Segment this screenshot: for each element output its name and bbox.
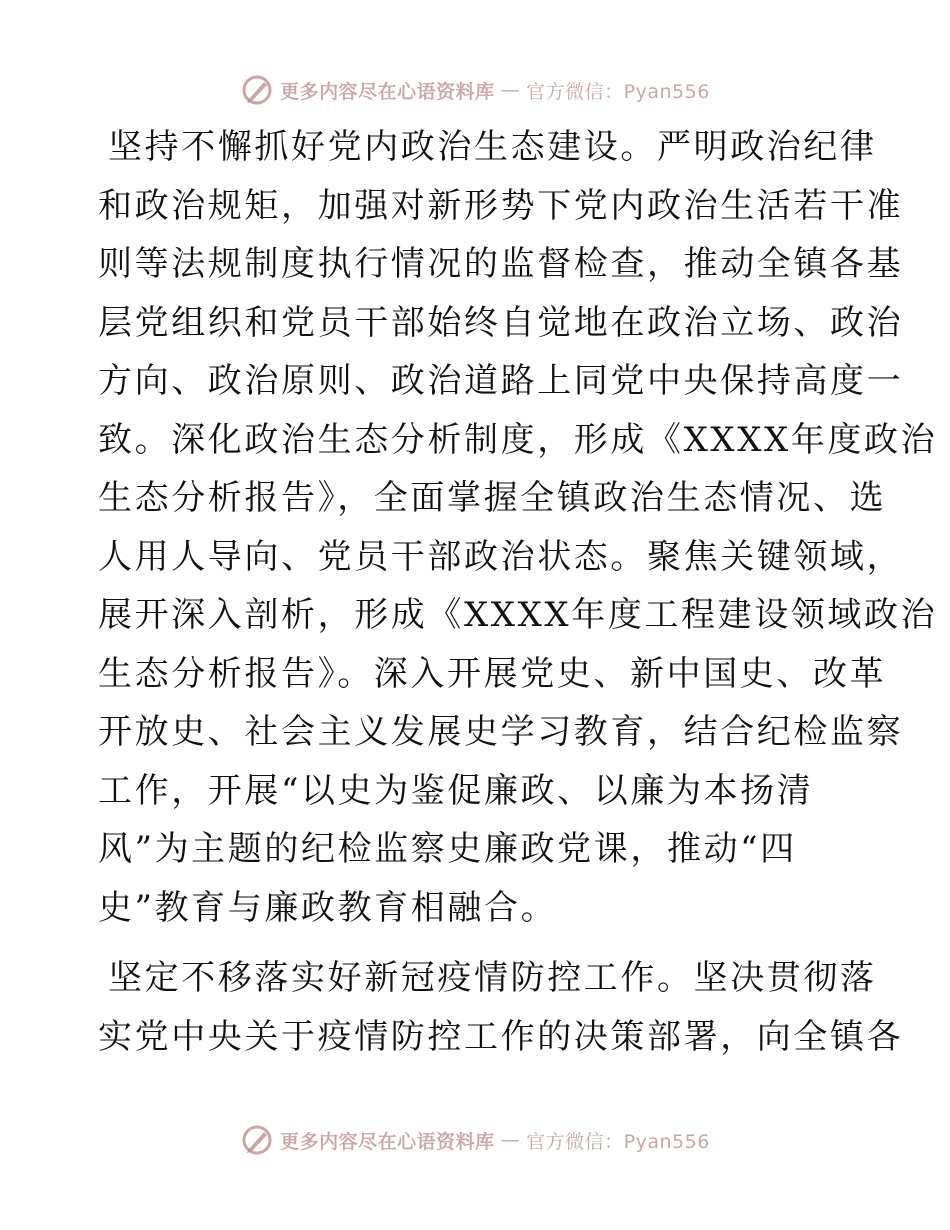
text-line: 则等法规制度执行情况的监督检查，推动全镇各基: [98, 244, 904, 284]
document-body: [98, 118, 938, 1066]
banner-contact-text: 官方微信：Pyan556: [526, 80, 710, 103]
paragraph-epidemic-control: [98, 949, 904, 1066]
text-line: 和政治规矩，加强对新形势下党内政治生活若干准: [98, 185, 904, 226]
text-line: 致。深化政治生态分析制度，形成《XXXX年度政治: [98, 419, 938, 460]
footer-watermark-banner: [0, 1120, 950, 1160]
text-line: 坚持不懈抓好党内政治生态建设。严明政治纪律: [108, 127, 877, 167]
text-line: 开放史、社会主义发展史学习教育，结合纪检监察: [98, 712, 904, 752]
pen-circle-icon: [240, 1123, 274, 1157]
paragraph-political-ecology: [98, 118, 938, 937]
banner-separator: —: [500, 79, 521, 101]
text-line: 层党组织和党员干部始终自觉地在政治立场、政治: [98, 302, 904, 343]
text-line: 展开深入剖析，形成《XXXX年度工程建设领域政治: [98, 595, 938, 635]
text-line: 史”教育与廉政教育相融合。: [98, 887, 558, 928]
text-line: 生态分析报告》。深入开展党史、新中国史、改革: [98, 653, 887, 694]
text-line: 风”为主题的纪检监察史廉政党课，推动“四: [98, 829, 797, 869]
text-line: 实党中央关于疫情防控工作的决策部署，向全镇各: [98, 1016, 904, 1057]
header-watermark-banner: [0, 70, 950, 110]
text-line: 生态分析报告》，全面掌握全镇政治生态情况、选: [98, 478, 887, 518]
text-line: 人用人导向、党员干部政治状态。聚焦关键领域，: [98, 536, 904, 577]
banner-separator: —: [500, 1129, 521, 1151]
banner-brand-text: 更多内容尽在心语资料库: [280, 1130, 495, 1153]
banner-contact-text: 官方微信：Pyan556: [526, 1130, 710, 1153]
text-line: 方向、政治原则、政治道路上同党中央保持高度一: [98, 361, 904, 401]
text-line: 工作，开展“以史为鉴促廉政、以廉为本扬清: [98, 770, 814, 811]
banner-brand-text: 更多内容尽在心语资料库: [280, 80, 495, 103]
pen-circle-icon: [240, 73, 274, 107]
text-line: 坚定不移落实好新冠疫情防控工作。坚决贯彻落: [108, 958, 877, 998]
